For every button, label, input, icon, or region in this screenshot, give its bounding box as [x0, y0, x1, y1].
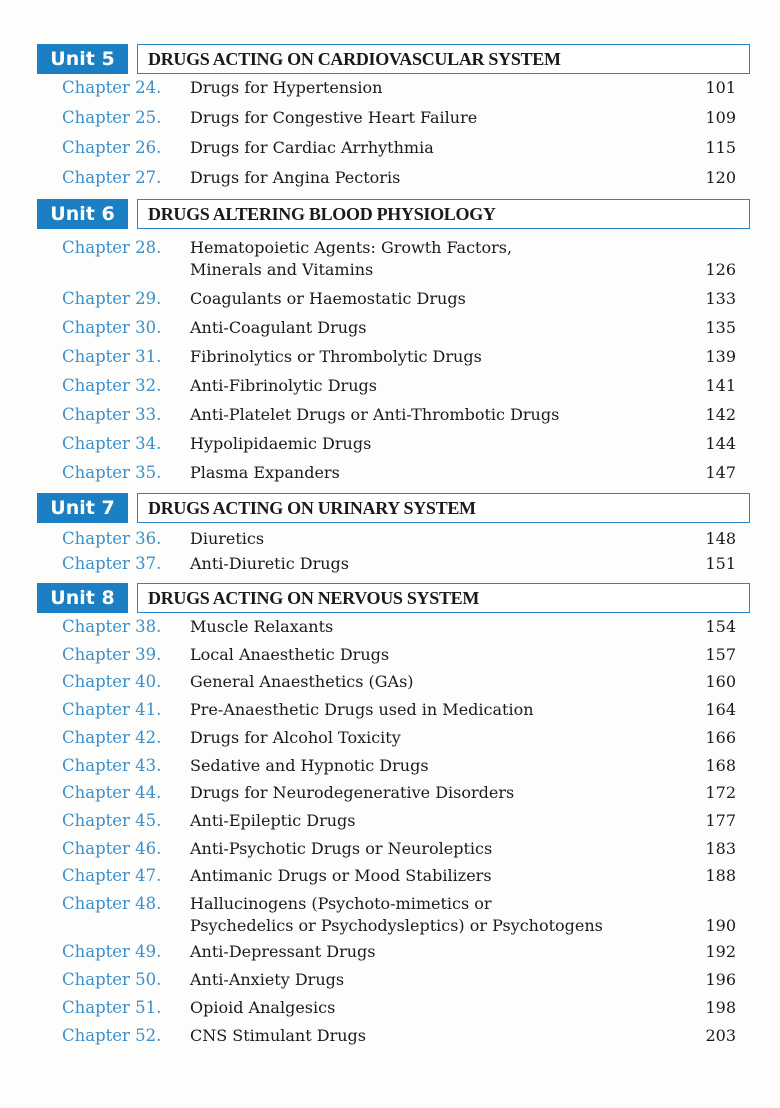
page-number: 198 [705, 998, 736, 1017]
chapter-number: Chapter 47. [62, 866, 162, 885]
chapter-title-line: Drugs for Neurodegenerative Disorders [190, 783, 515, 802]
page-number: 172 [705, 783, 736, 802]
page-number: 164 [705, 700, 736, 719]
chapter-title-line: Antimanic Drugs or Mood Stabilizers [190, 866, 492, 885]
chapter-number: Chapter 41. [62, 700, 162, 719]
chapter-number: Chapter 43. [62, 756, 162, 775]
chapter-number: Chapter 40. [62, 672, 162, 691]
page-number: 168 [705, 756, 736, 775]
chapter-title-line: Drugs for Hypertension [190, 78, 383, 97]
chapter-title [190, 942, 375, 964]
chapter-title [190, 434, 371, 456]
page-number: 203 [705, 1026, 736, 1045]
chapter-number: Chapter 35. [62, 463, 162, 482]
chapter-title [190, 811, 356, 833]
chapter-number: Chapter 26. [62, 138, 162, 157]
chapter-title-line: Drugs for Congestive Heart Failure [190, 108, 478, 127]
chapter-title-line: Anti-Psychotic Drugs or Neuroleptics [190, 839, 493, 858]
chapter-title [190, 866, 492, 888]
chapter-number: Chapter 31. [62, 347, 162, 366]
chapter-title [190, 783, 514, 805]
chapter-title [190, 529, 264, 551]
chapter-number: Chapter 45. [62, 811, 162, 830]
chapter-number: Chapter 24. [62, 78, 162, 97]
page-number: 160 [705, 672, 736, 691]
page-number: 144 [705, 434, 736, 453]
chapter-title-line: Coagulants or Haemostatic Drugs [190, 289, 466, 308]
chapter-title-line: Anti-Anxiety Drugs [190, 970, 345, 989]
chapter-title-line: Drugs for Angina Pectoris [190, 168, 401, 187]
page-number: 157 [705, 645, 736, 664]
chapter-title-line: Drugs for Alcohol Toxicity [190, 728, 401, 747]
chapter-number: Chapter 44. [62, 783, 162, 802]
page-number: 109 [705, 108, 736, 127]
chapter-number: Chapter 39. [62, 645, 162, 664]
chapter-title [190, 318, 366, 340]
chapter-title [190, 405, 559, 427]
chapter-number: Chapter 27. [62, 168, 162, 187]
chapter-number: Chapter 48. [62, 894, 162, 913]
chapter-title-line: Fibrinolytics or Thrombolytic Drugs [190, 347, 482, 366]
chapter-number: Chapter 33. [62, 405, 162, 424]
unit-label: Unit 5 [37, 44, 128, 74]
page-number: 183 [705, 839, 736, 858]
chapter-title [190, 554, 349, 576]
chapter-title-line: Anti-Platelet Drugs or Anti-Thrombotic Drugs [190, 405, 560, 424]
chapter-title-line: Anti-Depressant Drugs [190, 942, 376, 961]
chapter-number: Chapter 52. [62, 1026, 162, 1045]
chapter-number: Chapter 38. [62, 617, 162, 636]
chapter-title-line: Opioid Analgesics [190, 998, 336, 1017]
chapter-number: Chapter 25. [62, 108, 162, 127]
chapter-number: Chapter 42. [62, 728, 162, 747]
chapter-title [190, 756, 429, 778]
chapter-title [190, 617, 333, 639]
chapter-title-line: Plasma Expanders [190, 463, 340, 482]
chapter-title-line: CNS Stimulant Drugs [190, 1026, 366, 1045]
page-number: 139 [705, 347, 736, 366]
chapter-number: Chapter 30. [62, 318, 162, 337]
page-number: 133 [705, 289, 736, 308]
chapter-title-line: Diuretics [190, 529, 265, 548]
chapter-number: Chapter 34. [62, 434, 162, 453]
chapter-title [190, 78, 382, 100]
chapter-title-line: Pre-Anaesthetic Drugs used in Medication [190, 700, 534, 719]
chapter-number: Chapter 46. [62, 839, 162, 858]
page-number: 135 [705, 318, 736, 337]
page-number: 126 [705, 260, 736, 279]
page-number: 177 [705, 811, 736, 830]
page-number: 147 [705, 463, 736, 482]
chapter-title [190, 645, 389, 667]
chapter-title [190, 970, 344, 992]
chapter-number: Chapter 32. [62, 376, 162, 395]
chapter-title [190, 168, 400, 190]
chapter-number: Chapter 36. [62, 529, 162, 548]
chapter-title [190, 463, 340, 485]
chapter-title-line: Muscle Relaxants [190, 617, 334, 636]
page-number: 115 [705, 138, 736, 157]
chapter-title-line: Drugs for Cardiac Arrhythmia [190, 138, 434, 157]
chapter-title [190, 108, 477, 130]
chapter-title [190, 839, 492, 861]
chapter-number: Chapter 37. [62, 554, 162, 573]
chapter-title-line: Hematopoietic Agents: Growth Factors, [190, 238, 513, 257]
chapter-title [190, 998, 335, 1020]
chapter-title-line: Psychedelics or Psychodysleptics) or Psychotogens [190, 916, 603, 935]
page-number: 154 [705, 617, 736, 636]
unit-title: DRUGS ACTING ON CARDIOVASCULAR SYSTEM [137, 44, 750, 74]
chapter-title-line: General Anaesthetics (GAs) [190, 672, 414, 691]
chapter-title-line: Hypolipidaemic Drugs [190, 434, 372, 453]
unit-label: Unit 6 [37, 199, 128, 229]
page-number: 190 [705, 916, 736, 935]
chapter-title [190, 138, 434, 160]
chapter-title [190, 672, 414, 694]
chapter-title [190, 376, 377, 398]
chapter-title-line: Local Anaesthetic Drugs [190, 645, 390, 664]
chapter-number: Chapter 49. [62, 942, 162, 961]
page-number: 188 [705, 866, 736, 885]
unit-title: DRUGS ACTING ON URINARY SYSTEM [137, 493, 750, 523]
page-number: 151 [705, 554, 736, 573]
chapter-title [190, 894, 603, 938]
chapter-title [190, 347, 482, 369]
unit-label: Unit 8 [37, 583, 128, 613]
chapter-title [190, 728, 401, 750]
page-number: 166 [705, 728, 736, 747]
chapter-title [190, 1026, 366, 1048]
page-number: 196 [705, 970, 736, 989]
chapter-number: Chapter 51. [62, 998, 162, 1017]
chapter-title-line: Anti-Fibrinolytic Drugs [190, 376, 377, 395]
chapter-number: Chapter 29. [62, 289, 162, 308]
chapter-number: Chapter 50. [62, 970, 162, 989]
chapter-title [190, 289, 466, 311]
page-number: 101 [705, 78, 736, 97]
unit-title: DRUGS ACTING ON NERVOUS SYSTEM [137, 583, 750, 613]
chapter-number: Chapter 28. [62, 238, 162, 257]
chapter-title-line: Minerals and Vitamins [190, 260, 374, 279]
unit-label: Unit 7 [37, 493, 128, 523]
chapter-title-line: Anti-Diuretic Drugs [190, 554, 350, 573]
page-number: 120 [705, 168, 736, 187]
page-number: 148 [705, 529, 736, 548]
chapter-title-line: Anti-Coagulant Drugs [190, 318, 367, 337]
chapter-title-line: Sedative and Hypnotic Drugs [190, 756, 429, 775]
page-number: 141 [705, 376, 736, 395]
chapter-title-line: Hallucinogens (Psychoto-mimetics or [190, 894, 492, 913]
unit-title: DRUGS ALTERING BLOOD PHYSIOLOGY [137, 199, 750, 229]
chapter-title [190, 700, 534, 722]
chapter-title [190, 238, 512, 282]
page-number: 142 [705, 405, 736, 424]
page-number: 192 [705, 942, 736, 961]
chapter-title-line: Anti-Epileptic Drugs [190, 811, 356, 830]
